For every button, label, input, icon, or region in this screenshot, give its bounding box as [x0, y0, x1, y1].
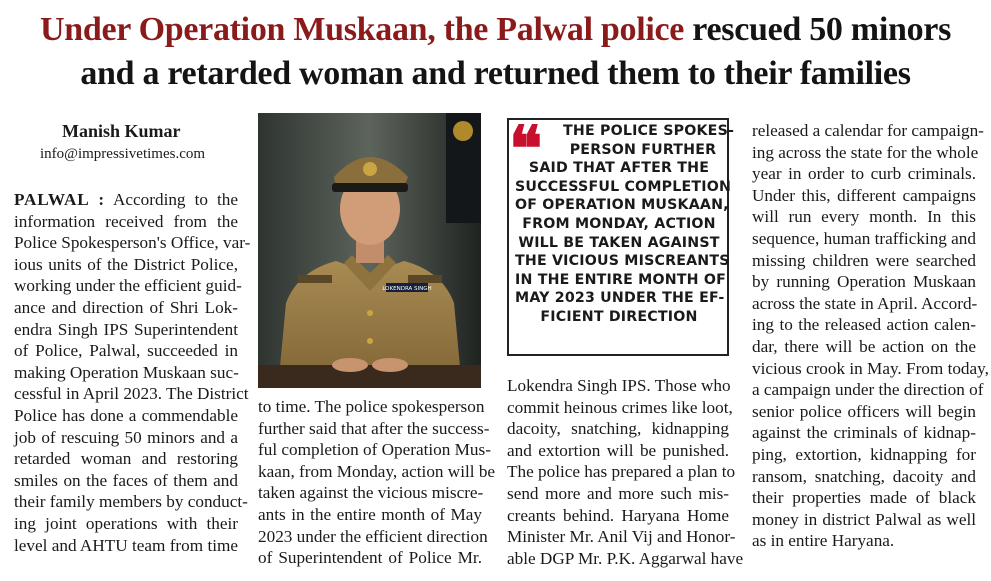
pull-quote-line: FICIENT DIRECTION [540, 308, 698, 325]
pull-quote-line: FROM MONDAY, ACTION [522, 215, 716, 232]
column-line: job of rescuing 50 minors and a [14, 427, 238, 447]
article-column-4 [752, 120, 989, 552]
column-line: to time. The police spokesperson [258, 397, 485, 416]
pull-quote-line: IN THE ENTIRE MONTH OF [515, 271, 727, 288]
column-line: of Police, Palwal, succeeded in [14, 341, 238, 361]
author-email: info@impressivetimes.com [40, 146, 206, 162]
column-line: 2023 under the efficient direction [258, 526, 488, 546]
column-line: of Superintendent of Police Mr. [258, 548, 482, 568]
article-column-3 [507, 375, 744, 569]
column-line: and extortion will be punished. [507, 440, 729, 460]
pull-quote-text [515, 122, 735, 327]
headline-line-2: and a retarded woman and returned them to their families [80, 55, 911, 92]
column-line: taken against the vicious miscre- [258, 483, 484, 503]
column-line: ful completion of Operation Mus- [258, 440, 491, 460]
column-line: ious units of the District Police, [14, 254, 238, 274]
column-line: ing to the released action calen- [752, 315, 976, 335]
officer-photo [258, 113, 481, 388]
pull-quote-line: SAID THAT AFTER THE [528, 160, 710, 177]
article-column-1 [14, 189, 251, 556]
column-line: making Operation Muskaan suc- [14, 362, 239, 382]
column-line: Police has done a commendable [14, 405, 238, 425]
column-line: by running Operation Muskaan [752, 272, 976, 292]
column-line: their properties made of black [752, 488, 976, 508]
headline-black-part: rescued 50 minors [684, 11, 952, 48]
column-line: dacoity, snatching, kidnapping [507, 419, 729, 439]
column-line: commit heinous crimes like loot, [507, 397, 733, 417]
column-line: kaan, from Monday, action will be [258, 461, 496, 481]
pull-quote-line: MAY 2023 UNDER THE EF- [515, 290, 725, 307]
column-line: endra Singh IPS Superintendent [14, 319, 238, 339]
column-line: sequence, human trafficking and [752, 228, 976, 248]
column-line: their family members by conduct- [14, 492, 248, 512]
column-line: as in entire Haryana. [752, 531, 895, 551]
pull-quote-line: OF OPERATION MUSKAAN, [515, 197, 729, 214]
column-line: senior police officers will begin [752, 401, 976, 421]
column-line: missing children were searched [752, 250, 976, 270]
pull-quote-line: THE POLICE SPOKES- [563, 123, 735, 139]
pull-quote [507, 112, 735, 356]
column-line: further said that after the success- [258, 418, 490, 438]
column-line: retarded woman and restoring [14, 449, 238, 469]
column-line: ants in the entire month of May [258, 504, 482, 524]
pull-quote-line: THE VICIOUS MISCREANTS [515, 253, 730, 270]
author-name: Manish Kumar [62, 121, 181, 141]
column-line: against the criminals of kidnap- [752, 423, 976, 443]
column-line: released a calendar for campaign- [752, 121, 984, 140]
article-column-2 [258, 396, 496, 569]
name-plate-text: LOKENDRA SINGH [382, 286, 432, 292]
pull-quote-line: WILL BE TAKEN AGAINST [518, 234, 720, 251]
column-line: Minister Mr. Anil Vij and Honor- [507, 527, 736, 547]
column-line: across the state in April. Accord- [752, 293, 978, 313]
column-line: send more and more such mis- [507, 483, 729, 503]
column-line: money in district Palwal as well [752, 509, 976, 529]
column-line: able DGP Mr. P.K. Aggarwal have [507, 548, 744, 568]
column-line: ransom, snatching, dacoity and [752, 466, 976, 486]
column-line: ing across the state for the whole [752, 142, 979, 162]
pull-quote-line: PERSON FURTHER [569, 141, 717, 158]
column-line: Lokendra Singh IPS. Those who [507, 376, 731, 395]
pull-quote-line: SUCCESSFUL COMPLETION [515, 178, 732, 195]
dateline: PALWAL : [14, 190, 105, 209]
column-line: ance and direction of Shri Lok- [14, 297, 238, 317]
column-line: level and AHTU team from time [14, 535, 238, 555]
column-line: Under this, different campaigns [752, 185, 976, 205]
column-line: creants behind. Haryana Home [507, 505, 729, 525]
column-line: vicious crook in May. From today, [752, 358, 989, 378]
column-line: will run every month. In this [752, 207, 976, 227]
headline-line-1 [0, 8, 991, 52]
column-line: The police has prepared a plan to [507, 462, 736, 482]
column-line: smiles on the faces of them and [14, 470, 238, 490]
headline [0, 8, 991, 96]
column-line: ing joint operations with their [14, 513, 238, 533]
column-line: information received from the [14, 211, 238, 231]
quote-marks-icon: ❝ [509, 112, 543, 185]
column-line: ping, extortion, kidnapping for [752, 444, 976, 464]
column-line-text: According to the [112, 190, 238, 209]
column-line [14, 189, 238, 211]
column-line: dar, there will be action on the [752, 336, 976, 356]
column-line: working under the efficient guid- [14, 276, 242, 296]
column-line: a campaign under the direction of [752, 380, 984, 400]
officer-photo-illustration [258, 113, 481, 388]
column-line: Police Spokesperson's Office, var- [14, 233, 251, 253]
column-line: cessful in April 2023. The District [14, 384, 249, 404]
column-line: year in order to curb criminals. [752, 164, 976, 184]
headline-red-part: Under Operation Muskaan, the Palwal police [39, 11, 685, 48]
